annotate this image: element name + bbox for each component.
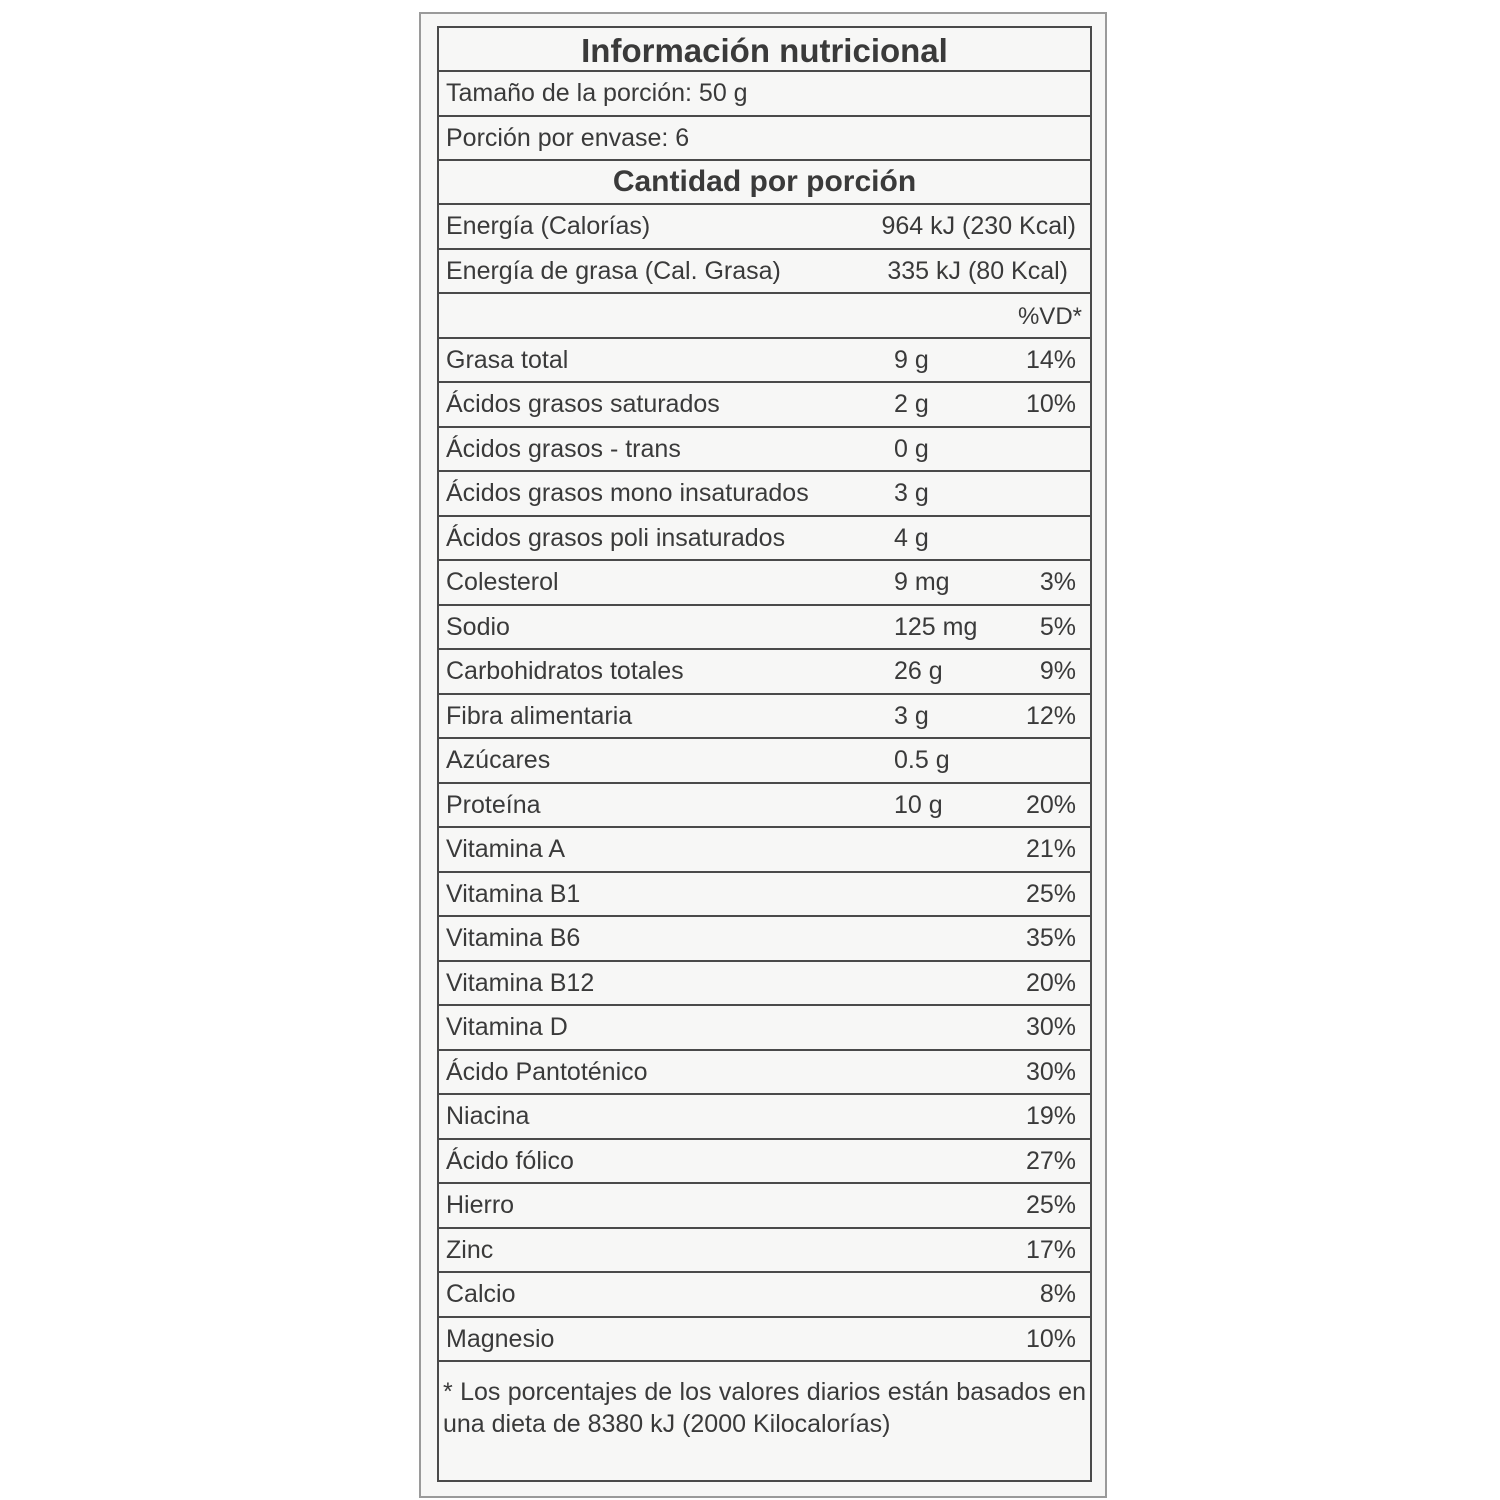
nutrient-name: Carbohidratos totales [446, 657, 684, 685]
energy-value: 964 kJ (230 Kcal) [881, 212, 1076, 240]
fat-energy-value: 335 kJ (80 Kcal) [887, 256, 1068, 285]
nutrient-name: Colesterol [446, 568, 559, 596]
nutrient-dv: 20% [1025, 790, 1076, 819]
nutrient-amount: 0 g [894, 434, 929, 463]
nutrient-amount: 125 mg [894, 612, 978, 641]
dv-header-row [439, 294, 1090, 339]
nutrient-row [439, 784, 1090, 829]
nutrient-dv: 25% [1025, 1191, 1076, 1219]
nutrient-row [439, 472, 1090, 517]
nutrient-row [439, 695, 1090, 740]
nutrient-name: Fibra alimentaria [446, 701, 633, 730]
nutrient-name: Ácido Pantoténico [446, 1057, 648, 1086]
nutrient-name: Vitamina B6 [446, 924, 581, 952]
nutrient-row [439, 1229, 1090, 1274]
fat-energy-row [439, 250, 1090, 295]
fat-energy-label: Energía de grasa (Cal. Grasa) [446, 256, 781, 285]
nutrient-row [439, 1095, 1090, 1140]
dv-header: %VD* [1017, 303, 1082, 330]
nutrient-name: Grasa total [446, 345, 569, 374]
nutrient-row [439, 383, 1090, 428]
nutrient-row [439, 739, 1090, 784]
nutrient-dv: 30% [1025, 1057, 1076, 1086]
nutrient-row [439, 517, 1090, 562]
footnote: * Los porcentajes de los valores diarios están basados en una dieta de 8380 kJ (2000 Kilocalorías) [443, 1378, 1086, 1438]
nutrient-dv: 10% [1025, 1324, 1076, 1353]
nutrition-facts-table [437, 26, 1092, 1482]
nutrient-name: Ácidos grasos mono insaturados [446, 479, 809, 507]
nutrient-row [439, 561, 1090, 606]
nutrient-dv: 20% [1025, 968, 1076, 997]
nutrient-dv: 14% [1025, 345, 1076, 374]
nutrient-row [439, 962, 1090, 1007]
nutrient-dv: 30% [1025, 1013, 1076, 1041]
nutrient-row [439, 1273, 1090, 1318]
nutrient-amount: 9 mg [894, 568, 950, 596]
nutrient-row [439, 917, 1090, 962]
nutrient-dv: 17% [1025, 1235, 1076, 1264]
nutrient-name: Ácidos grasos poli insaturados [446, 523, 786, 552]
nutrient-amount: 4 g [894, 523, 929, 552]
nutrient-row [439, 873, 1090, 918]
nutrient-name: Vitamina A [446, 835, 566, 863]
nutrient-row [439, 428, 1090, 473]
nutrient-name: Zinc [446, 1235, 494, 1264]
nutrient-dv: 3% [1039, 568, 1076, 596]
serving-size-row [439, 72, 1090, 117]
nutrient-name: Ácidos grasos - trans [446, 434, 681, 463]
nutrient-row [439, 1006, 1090, 1051]
nutrient-row [439, 650, 1090, 695]
nutrient-name: Sodio [446, 612, 510, 641]
nutrient-amount: 2 g [894, 390, 929, 418]
nutrient-amount: 10 g [894, 790, 943, 819]
nutrient-name: Hierro [446, 1191, 515, 1219]
nutrient-row [439, 1140, 1090, 1185]
nutrient-row [439, 828, 1090, 873]
nutrient-name: Magnesio [446, 1324, 555, 1353]
nutrient-amount: 0.5 g [894, 746, 950, 774]
nutrient-dv: 25% [1025, 879, 1076, 908]
servings-per-container-row [439, 117, 1090, 162]
nutrient-amount: 3 g [894, 701, 929, 730]
nutrient-dv: 21% [1025, 835, 1076, 863]
nutrient-amount: 9 g [894, 345, 929, 374]
energy-label: Energía (Calorías) [446, 212, 651, 240]
nutrient-row [439, 339, 1090, 384]
nutrient-name: Ácidos grasos saturados [446, 390, 720, 418]
nutrient-row [439, 1318, 1090, 1363]
nutrient-row [439, 606, 1090, 651]
nutrient-dv: 27% [1025, 1146, 1076, 1175]
nutrient-row [439, 1184, 1090, 1229]
nutrient-dv: 8% [1039, 1280, 1076, 1308]
nutrient-list [439, 339, 1090, 1363]
nutrient-name: Calcio [446, 1280, 516, 1308]
nutrient-name: Vitamina B12 [446, 968, 595, 997]
nutrient-dv: 19% [1025, 1102, 1076, 1130]
nutrient-amount: 26 g [894, 657, 943, 685]
nutrient-dv: 9% [1039, 657, 1076, 685]
nutrient-name: Proteína [446, 790, 541, 819]
nutrient-dv: 5% [1039, 612, 1076, 641]
title-row [439, 28, 1090, 72]
nutrient-dv: 10% [1025, 390, 1076, 418]
label-title: Información nutricional [581, 32, 948, 69]
amount-per-serving-row [439, 161, 1090, 205]
nutrient-dv: 35% [1025, 924, 1076, 952]
nutrient-name: Azúcares [446, 746, 551, 774]
nutrient-name: Ácido fólico [446, 1146, 574, 1175]
nutrient-name: Vitamina B1 [446, 879, 581, 908]
nutrient-amount: 3 g [894, 479, 929, 507]
nutrient-row [439, 1051, 1090, 1096]
nutrient-dv: 12% [1025, 701, 1076, 730]
nutrient-name: Niacina [446, 1102, 530, 1130]
energy-row [439, 205, 1090, 250]
amount-per-serving-heading: Cantidad por porción [612, 165, 917, 198]
nutrient-name: Vitamina D [446, 1013, 568, 1041]
servings-per-container: Porción por envase: 6 [446, 123, 690, 152]
serving-size: Tamaño de la porción: 50 g [446, 79, 748, 107]
